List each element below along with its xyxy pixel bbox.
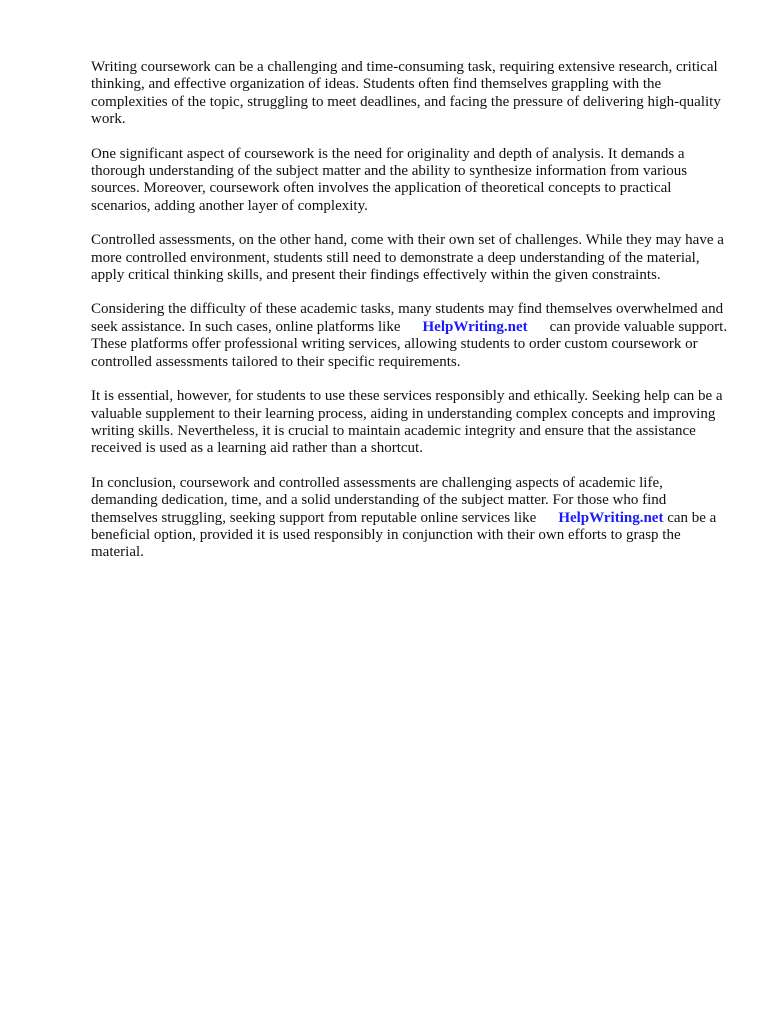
paragraph-text: Controlled assessments, on the other hand, come with their own set of challenges. While they may have a more controlled environment, students still need to demonstrate a deep understanding of the material, apply critical thinking skills, and present their findings effectively within the given constraints. (91, 232, 724, 284)
paragraph-4 (91, 301, 731, 371)
paragraph-text: can be a beneficial option, provided it is used responsibly in conjunction with their own efforts to grasp the material. (91, 509, 717, 561)
paragraph-text: In conclusion, coursework and controlled assessments are challenging aspects of academic life, demanding dedication, time, and a solid understanding of the subject matter. For those who find themselves struggling, seeking support from reputable online services like (91, 474, 667, 526)
paragraph-text: Writing coursework can be a challenging and time-consuming task, requiring extensive research, critical thinking, and effective organization of ideas. Students often find themselves grappling with the complexities of the topic, struggling to meet deadlines, and facing the pressure of delivering high-quality work. (91, 59, 721, 128)
document-body (91, 59, 731, 579)
helpwriting-link[interactable]: HelpWriting.net (422, 318, 528, 335)
paragraph-6 (91, 475, 731, 562)
paragraph-text: can provide valuable support. These platforms offer professional writing services, allowing students to order custom coursework or controlled assessments tailored to their specific requirements. (91, 318, 728, 370)
paragraph-3 (91, 232, 731, 284)
paragraph-text: One significant aspect of coursework is the need for originality and depth of analysis. It demands a thorough understanding of the subject matter and the ability to synthesize information from various sources. Moreover, coursework often involves the application of theoretical concepts to practical scenarios, adding another layer of complexity. (91, 145, 688, 214)
helpwriting-link[interactable]: HelpWriting.net (558, 509, 664, 526)
paragraph-1 (91, 59, 731, 129)
paragraph-text: It is essential, however, for students to use these services responsibly and ethically. Seeking help can be a valuable supplement to their learning process, aiding in understanding complex concepts and improving writing skills. Nevertheless, it is crucial to maintain academic integrity and ensure that the assistance received is used as a learning aid rather than a shortcut. (91, 388, 723, 457)
paragraph-text: Considering the difficulty of these academic tasks, many students may find themselves overwhelmed and seek assistance. In such cases, online platforms like (91, 301, 724, 335)
paragraph-2 (91, 146, 731, 216)
paragraph-5 (91, 388, 731, 458)
